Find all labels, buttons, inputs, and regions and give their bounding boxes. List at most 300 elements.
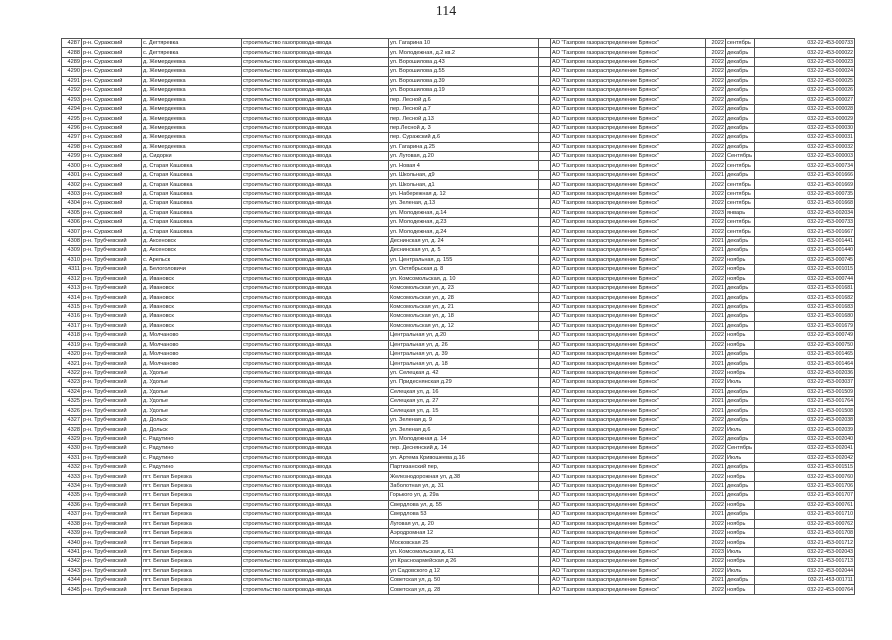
month-cell: сентябрь	[726, 199, 755, 208]
row-number: 4297	[62, 133, 82, 142]
organization-cell: АО "Газпром газораспределение Брянск"	[551, 189, 706, 198]
organization-cell: АО "Газпром газораспределение Брянск"	[551, 340, 706, 349]
settlement-cell: д. Удолье	[142, 406, 242, 415]
spacer-cell	[539, 86, 551, 95]
district-cell: р-н. Суражский	[82, 67, 142, 76]
settlement-cell: д. Удолье	[142, 368, 242, 377]
row-number: 4338	[62, 519, 82, 528]
work-type-cell: строительство газопровода-ввода	[242, 528, 389, 537]
table-row	[62, 76, 855, 85]
organization-cell: АО "Газпром газораспределение Брянск"	[551, 218, 706, 227]
address-cell: ул. Зеленая д. 9	[389, 415, 539, 424]
page-number: 114	[435, 4, 457, 19]
table-row	[62, 397, 855, 406]
work-type-cell: строительство газопровода-ввода	[242, 453, 389, 462]
district-cell: р-н. Трубчевский	[82, 293, 142, 302]
address-cell: Аэродромная 12	[389, 528, 539, 537]
work-type-cell: строительство газопровода-ввода	[242, 189, 389, 198]
row-number: 4308	[62, 236, 82, 245]
district-cell: р-н. Трубчевский	[82, 274, 142, 283]
address-cell: ул. Школьная, д9	[389, 170, 539, 179]
year-cell: 2022	[706, 76, 726, 85]
year-cell: 2022	[706, 519, 726, 528]
address-cell: ул. Молодежная, д.23	[389, 218, 539, 227]
table-body	[62, 39, 855, 595]
work-type-cell: строительство газопровода-ввода	[242, 510, 389, 519]
settlement-cell: д. Удолье	[142, 378, 242, 387]
table-row	[62, 255, 855, 264]
row-number: 4298	[62, 142, 82, 151]
row-number: 4334	[62, 481, 82, 490]
organization-cell: АО "Газпром газораспределение Брянск"	[551, 349, 706, 358]
spacer-cell	[539, 566, 551, 575]
table-row	[62, 340, 855, 349]
row-number: 4288	[62, 48, 82, 57]
work-type-cell: строительство газопровода-ввода	[242, 265, 389, 274]
district-cell: р-н. Суражский	[82, 180, 142, 189]
registration-code-cell: 032-22-453-000760	[755, 472, 855, 481]
settlement-cell: д. Удолье	[142, 387, 242, 396]
organization-cell: АО "Газпром газораспределение Брянск"	[551, 170, 706, 179]
month-cell: Сентябрь	[726, 444, 755, 453]
registration-code-cell: 032-21-453-001508	[755, 406, 855, 415]
settlement-cell: пгт. Белая Березка	[142, 576, 242, 585]
work-type-cell: строительство газопровода-ввода	[242, 67, 389, 76]
registration-code-cell: 032-21-453-001669	[755, 180, 855, 189]
registration-code-cell: 032-22-453-002039	[755, 425, 855, 434]
spacer-cell	[539, 453, 551, 462]
row-number: 4313	[62, 283, 82, 292]
month-cell: декабрь	[726, 48, 755, 57]
settlement-cell: с. Радутино	[142, 434, 242, 443]
table-row	[62, 528, 855, 537]
settlement-cell: д. Старая Кашовка	[142, 161, 242, 170]
settlement-cell: пгт. Белая Березка	[142, 481, 242, 490]
settlement-cell: с. Радутино	[142, 462, 242, 471]
address-cell: Центральная ул, д. 39	[389, 349, 539, 358]
work-type-cell: строительство газопровода-ввода	[242, 274, 389, 283]
settlement-cell: пгт. Белая Березка	[142, 472, 242, 481]
registration-code-cell: 032-22-453-000027	[755, 95, 855, 104]
spacer-cell	[539, 510, 551, 519]
district-cell: р-н. Трубчевский	[82, 387, 142, 396]
work-type-cell: строительство газопровода-ввода	[242, 415, 389, 424]
table-row	[62, 227, 855, 236]
spacer-cell	[539, 274, 551, 283]
registration-code-cell: 032-22-453-000028	[755, 104, 855, 113]
month-cell: декабрь	[726, 114, 755, 123]
address-cell: пер. Лесной д.13	[389, 114, 539, 123]
month-cell: сентябрь	[726, 227, 755, 236]
address-cell: Советская ул, д. 50	[389, 576, 539, 585]
spacer-cell	[539, 302, 551, 311]
work-type-cell: строительство газопровода-ввода	[242, 236, 389, 245]
month-cell: декабрь	[726, 104, 755, 113]
year-cell: 2021	[706, 462, 726, 471]
work-type-cell: строительство газопровода-ввода	[242, 444, 389, 453]
spacer-cell	[539, 142, 551, 151]
year-cell: 2021	[706, 397, 726, 406]
table-row	[62, 425, 855, 434]
gas-pipeline-table	[61, 38, 855, 595]
address-cell: ул. Молодежная, д.24	[389, 227, 539, 236]
table-row	[62, 453, 855, 462]
organization-cell: АО "Газпром газораспределение Брянск"	[551, 500, 706, 509]
spacer-cell	[539, 472, 551, 481]
table-row	[62, 312, 855, 321]
month-cell: декабрь	[726, 142, 755, 151]
table-row	[62, 406, 855, 415]
organization-cell: АО "Газпром газораспределение Брянск"	[551, 274, 706, 283]
settlement-cell: д. Ивановск	[142, 274, 242, 283]
district-cell: р-н. Трубчевский	[82, 302, 142, 311]
organization-cell: АО "Газпром газораспределение Брянск"	[551, 510, 706, 519]
address-cell: Комсомольская ул, д. 23	[389, 283, 539, 292]
table-row	[62, 170, 855, 179]
year-cell: 2022	[706, 528, 726, 537]
table-row	[62, 133, 855, 142]
address-cell: ул. Гагарина 10	[389, 39, 539, 48]
row-number: 4326	[62, 406, 82, 415]
registration-code-cell: 032-22-453-002040	[755, 434, 855, 443]
row-number: 4293	[62, 95, 82, 104]
year-cell: 2022	[706, 133, 726, 142]
month-cell: декабрь	[726, 95, 755, 104]
year-cell: 2022	[706, 538, 726, 547]
settlement-cell: д. Жемердеевка	[142, 76, 242, 85]
settlement-cell: пгт. Белая Березка	[142, 547, 242, 556]
month-cell: декабрь	[726, 283, 755, 292]
address-cell: Луговая ул, д. 20	[389, 519, 539, 528]
address-cell: Советская ул, д. 28	[389, 585, 539, 594]
organization-cell: АО "Газпром газораспределение Брянск"	[551, 491, 706, 500]
settlement-cell: д. Старая Кашовка	[142, 218, 242, 227]
organization-cell: АО "Газпром газораспределение Брянск"	[551, 406, 706, 415]
year-cell: 2022	[706, 585, 726, 594]
district-cell: р-н. Трубчевский	[82, 585, 142, 594]
month-cell: декабрь	[726, 236, 755, 245]
year-cell: 2021	[706, 293, 726, 302]
address-cell: Комсомольская ул, д. 12	[389, 321, 539, 330]
year-cell: 2021	[706, 349, 726, 358]
settlement-cell: д. Жемердеевка	[142, 57, 242, 66]
table-row	[62, 274, 855, 283]
work-type-cell: строительство газопровода-ввода	[242, 547, 389, 556]
district-cell: р-н. Трубчевский	[82, 236, 142, 245]
row-number: 4303	[62, 189, 82, 198]
row-number: 4292	[62, 86, 82, 95]
organization-cell: АО "Газпром газораспределение Брянск"	[551, 199, 706, 208]
organization-cell: АО "Газпром газораспределение Брянск"	[551, 547, 706, 556]
table-row	[62, 387, 855, 396]
row-number: 4327	[62, 415, 82, 424]
registration-code-cell: 032-22-453-000031	[755, 133, 855, 142]
work-type-cell: строительство газопровода-ввода	[242, 302, 389, 311]
organization-cell: АО "Газпром газораспределение Брянск"	[551, 312, 706, 321]
table-row	[62, 114, 855, 123]
settlement-cell: пгт. Белая Березка	[142, 519, 242, 528]
district-cell: р-н. Трубчевский	[82, 481, 142, 490]
settlement-cell: пгт. Белая Березка	[142, 585, 242, 594]
organization-cell: АО "Газпром газораспределение Брянск"	[551, 368, 706, 377]
row-number: 4301	[62, 170, 82, 179]
work-type-cell: строительство газопровода-ввода	[242, 359, 389, 368]
row-number: 4302	[62, 180, 82, 189]
month-cell: Июль	[726, 378, 755, 387]
month-cell: декабрь	[726, 170, 755, 179]
registration-code-cell: 032-22-453-002044	[755, 566, 855, 575]
year-cell: 2021	[706, 491, 726, 500]
month-cell: сентябрь	[726, 189, 755, 198]
month-cell: ноябрь	[726, 519, 755, 528]
organization-cell: АО "Газпром газораспределение Брянск"	[551, 425, 706, 434]
address-cell: ул. Молодежная, д.2 кв.2	[389, 48, 539, 57]
row-number: 4305	[62, 208, 82, 217]
settlement-cell: с. Радутино	[142, 453, 242, 462]
row-number: 4312	[62, 274, 82, 283]
row-number: 4332	[62, 462, 82, 471]
month-cell: Июль	[726, 547, 755, 556]
organization-cell: АО "Газпром газораспределение Брянск"	[551, 415, 706, 424]
registration-code-cell: 032-21-453-001683	[755, 302, 855, 311]
table-row	[62, 180, 855, 189]
settlement-cell: д. Белоголовичи	[142, 265, 242, 274]
table-row	[62, 142, 855, 151]
month-cell: Июль	[726, 425, 755, 434]
district-cell: р-н. Трубчевский	[82, 321, 142, 330]
month-cell: сентябрь	[726, 39, 755, 48]
address-cell: пер. Деснянский д. 14	[389, 444, 539, 453]
registration-code-cell: 032-21-453-001465	[755, 349, 855, 358]
month-cell: ноябрь	[726, 255, 755, 264]
registration-code-cell: 032-21-453-001764	[755, 397, 855, 406]
address-cell: Комсомольская ул, д. 28	[389, 293, 539, 302]
settlement-cell: д. Ивановск	[142, 321, 242, 330]
registration-code-cell: 032-22-453-000024	[755, 67, 855, 76]
registration-code-cell: 032-21-453-001509	[755, 387, 855, 396]
work-type-cell: строительство газопровода-ввода	[242, 340, 389, 349]
work-type-cell: строительство газопровода-ввода	[242, 123, 389, 132]
work-type-cell: строительство газопровода-ввода	[242, 199, 389, 208]
district-cell: р-н. Трубчевский	[82, 528, 142, 537]
year-cell: 2022	[706, 180, 726, 189]
row-number: 4304	[62, 199, 82, 208]
row-number: 4333	[62, 472, 82, 481]
address-cell: Партизанский пер,	[389, 462, 539, 471]
work-type-cell: строительство газопровода-ввода	[242, 208, 389, 217]
row-number: 4299	[62, 152, 82, 161]
address-cell: ул. Артема Кривошеева д.16	[389, 453, 539, 462]
spacer-cell	[539, 444, 551, 453]
work-type-cell: строительство газопровода-ввода	[242, 152, 389, 161]
year-cell: 2021	[706, 312, 726, 321]
district-cell: р-н. Трубчевский	[82, 557, 142, 566]
district-cell: р-н. Суражский	[82, 39, 142, 48]
year-cell: 2021	[706, 576, 726, 585]
month-cell: Июль	[726, 453, 755, 462]
registration-code-cell: 032-21-453-001682	[755, 293, 855, 302]
year-cell: 2022	[706, 500, 726, 509]
registration-code-cell: 032-21-453-001681	[755, 283, 855, 292]
row-number: 4328	[62, 425, 82, 434]
address-cell: ул. Луговая, д.20	[389, 152, 539, 161]
settlement-cell: пгт. Белая Березка	[142, 491, 242, 500]
year-cell: 2021	[706, 170, 726, 179]
work-type-cell: строительство газопровода-ввода	[242, 519, 389, 528]
year-cell: 2022	[706, 415, 726, 424]
district-cell: р-н. Суражский	[82, 152, 142, 161]
year-cell: 2022	[706, 199, 726, 208]
spacer-cell	[539, 236, 551, 245]
year-cell: 2021	[706, 302, 726, 311]
month-cell: ноябрь	[726, 500, 755, 509]
organization-cell: АО "Газпром газораспределение Брянск"	[551, 302, 706, 311]
address-cell: ул. Придеснянская д.29	[389, 378, 539, 387]
spacer-cell	[539, 425, 551, 434]
month-cell: ноябрь	[726, 331, 755, 340]
spacer-cell	[539, 557, 551, 566]
district-cell: р-н. Суражский	[82, 161, 142, 170]
year-cell: 2022	[706, 123, 726, 132]
settlement-cell: д. Ивановск	[142, 283, 242, 292]
row-number: 4319	[62, 340, 82, 349]
spacer-cell	[539, 500, 551, 509]
organization-cell: АО "Газпром газораспределение Брянск"	[551, 557, 706, 566]
table-row	[62, 293, 855, 302]
work-type-cell: строительство газопровода-ввода	[242, 378, 389, 387]
row-number: 4331	[62, 453, 82, 462]
table-row	[62, 462, 855, 471]
spacer-cell	[539, 340, 551, 349]
address-cell: ул. Ворошилова д.43	[389, 57, 539, 66]
year-cell: 2022	[706, 227, 726, 236]
registration-code-cell: 032-21-453-001713	[755, 557, 855, 566]
table-row	[62, 434, 855, 443]
district-cell: р-н. Трубчевский	[82, 406, 142, 415]
row-number: 4320	[62, 349, 82, 358]
address-cell: Селецкая ул, д. 16	[389, 387, 539, 396]
row-number: 4316	[62, 312, 82, 321]
table-row	[62, 236, 855, 245]
organization-cell: АО "Газпром газораспределение Брянск"	[551, 444, 706, 453]
settlement-cell: д. Жемердеевка	[142, 114, 242, 123]
district-cell: р-н. Трубчевский	[82, 510, 142, 519]
year-cell: 2022	[706, 142, 726, 151]
address-cell: пер. Суражский д.6	[389, 133, 539, 142]
year-cell: 2022	[706, 265, 726, 274]
spacer-cell	[539, 368, 551, 377]
registration-code-cell: 032-21-453-001441	[755, 236, 855, 245]
spacer-cell	[539, 67, 551, 76]
month-cell: январь	[726, 208, 755, 217]
month-cell: декабрь	[726, 510, 755, 519]
settlement-cell: д. Старая Кашовка	[142, 227, 242, 236]
spacer-cell	[539, 331, 551, 340]
row-number: 4324	[62, 387, 82, 396]
row-number: 4323	[62, 378, 82, 387]
organization-cell: АО "Газпром газораспределение Брянск"	[551, 76, 706, 85]
settlement-cell: д. Ивановск	[142, 293, 242, 302]
month-cell: ноябрь	[726, 274, 755, 283]
settlement-cell: пгт. Белая Березка	[142, 528, 242, 537]
month-cell: декабрь	[726, 481, 755, 490]
year-cell: 2022	[706, 48, 726, 57]
row-number: 4329	[62, 434, 82, 443]
work-type-cell: строительство газопровода-ввода	[242, 76, 389, 85]
year-cell: 2023	[706, 208, 726, 217]
settlement-cell: с. Дегтяревка	[142, 48, 242, 57]
organization-cell: АО "Газпром газораспределение Брянск"	[551, 397, 706, 406]
month-cell: ноябрь	[726, 368, 755, 377]
address-cell: ул Красноармейская д 26	[389, 557, 539, 566]
district-cell: р-н. Трубчевский	[82, 331, 142, 340]
address-cell: ул. Молодежная, д.14	[389, 208, 539, 217]
settlement-cell: с. Дегтяревка	[142, 39, 242, 48]
row-number: 4291	[62, 76, 82, 85]
spacer-cell	[539, 491, 551, 500]
table-row	[62, 481, 855, 490]
month-cell: сентябрь	[726, 180, 755, 189]
table-row	[62, 510, 855, 519]
table-row	[62, 500, 855, 509]
table-row	[62, 246, 855, 255]
year-cell: 2022	[706, 161, 726, 170]
month-cell: Июль	[726, 566, 755, 575]
table-row	[62, 321, 855, 330]
organization-cell: АО "Газпром газораспределение Брянск"	[551, 227, 706, 236]
work-type-cell: строительство газопровода-ввода	[242, 95, 389, 104]
settlement-cell: д. Молчаново	[142, 331, 242, 340]
work-type-cell: строительство газопровода-ввода	[242, 557, 389, 566]
table-row	[62, 123, 855, 132]
row-number: 4310	[62, 255, 82, 264]
settlement-cell: д. Жемердеевка	[142, 67, 242, 76]
district-cell: р-н. Трубчевский	[82, 359, 142, 368]
address-cell: ул. Центральная, д. 155	[389, 255, 539, 264]
organization-cell: АО "Газпром газораспределение Брянск"	[551, 528, 706, 537]
settlement-cell: д. Аксеновск	[142, 236, 242, 245]
table-row	[62, 331, 855, 340]
spacer-cell	[539, 208, 551, 217]
organization-cell: АО "Газпром газораспределение Брянск"	[551, 48, 706, 57]
settlement-cell: д. Удолье	[142, 397, 242, 406]
spacer-cell	[539, 359, 551, 368]
address-cell: ул. Зеленая, д.13	[389, 199, 539, 208]
organization-cell: АО "Газпром газораспределение Брянск"	[551, 519, 706, 528]
month-cell: декабрь	[726, 321, 755, 330]
month-cell: декабрь	[726, 67, 755, 76]
year-cell: 2022	[706, 57, 726, 66]
work-type-cell: строительство газопровода-ввода	[242, 425, 389, 434]
row-number: 4306	[62, 218, 82, 227]
registration-code-cell: 032-21-453-001710	[755, 510, 855, 519]
district-cell: р-н. Трубчевский	[82, 472, 142, 481]
month-cell: декабрь	[726, 246, 755, 255]
row-number: 4337	[62, 510, 82, 519]
month-cell: Сентябрь	[726, 152, 755, 161]
month-cell: декабрь	[726, 491, 755, 500]
row-number: 4287	[62, 39, 82, 48]
month-cell: ноябрь	[726, 340, 755, 349]
table-row	[62, 557, 855, 566]
address-cell: пер. Лесной д.7	[389, 104, 539, 113]
address-cell: ул. Комсомольская, д. 10	[389, 274, 539, 283]
spacer-cell	[539, 218, 551, 227]
registration-code-cell: 032-22-453-002036	[755, 368, 855, 377]
spacer-cell	[539, 283, 551, 292]
district-cell: р-н. Суражский	[82, 114, 142, 123]
row-number: 4315	[62, 302, 82, 311]
